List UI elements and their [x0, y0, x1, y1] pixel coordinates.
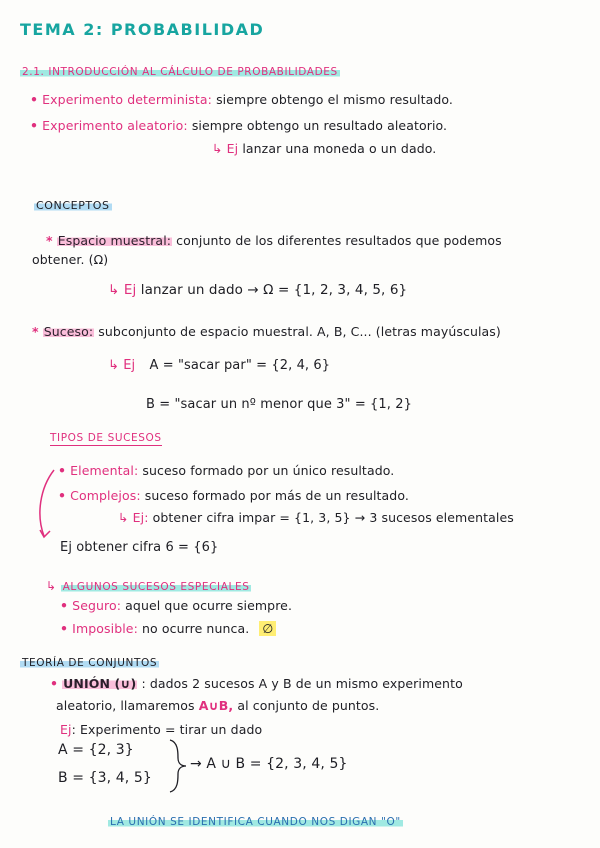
hook-arrow-icon: ↳ — [108, 282, 120, 298]
seguro-label: Seguro: — [72, 598, 122, 613]
espacio-text: conjunto de los diferentes resultados que podemos — [176, 233, 502, 248]
section-heading-text: 2.1. INTRODUCCIÓN AL CÁLCULO DE PROBABILIDADES — [22, 66, 338, 78]
example-label: Ej — [60, 722, 72, 737]
elemental-example: Ej obtener cifra 6 = {6} — [60, 540, 219, 555]
bullet-icon: • — [50, 676, 59, 691]
example-label: Ej: — [132, 510, 149, 525]
suceso-example-b: B = "sacar un nº menor que 3" = {1, 2} — [146, 397, 413, 412]
example-text: lanzar una moneda o un dado. — [242, 141, 437, 156]
ale-label: Experimento aleatorio: — [42, 118, 188, 133]
elemental-text: suceso formado por un único resultado. — [142, 463, 395, 478]
union-text-2a: aleatorio, llamaremos — [56, 698, 195, 713]
example-a-text: A = "sacar par" = {2, 4, 6} — [149, 358, 331, 373]
conjuntos-heading-text: TEORÍA DE CONJUNTOS — [22, 657, 158, 669]
hook-arrow-icon: ↳ — [212, 141, 223, 156]
conceptos-heading-text: CONCEPTOS — [36, 199, 110, 212]
hook-arrow-icon: ↳ — [46, 579, 57, 593]
union-footer-text: LA UNIÓN SE IDENTIFICA CUANDO NOS DIGAN "O" — [110, 816, 401, 828]
bullet-icon: • — [30, 118, 39, 133]
empty-set-symbol: ∅ — [259, 621, 276, 636]
bullet-icon: • — [58, 488, 67, 503]
union-text-2b: A∪B, — [198, 698, 234, 713]
example-text: lanzar un dado → Ω = {1, 2, 3, 4, 5, 6} — [140, 282, 408, 298]
asterisk-icon: * — [32, 324, 39, 339]
example-label: Ej — [123, 358, 136, 373]
ale-text: siempre obtengo un resultado aleatorio. — [191, 118, 448, 133]
set-a: A = {2, 3} — [58, 742, 134, 758]
suceso-label: Suceso: — [43, 324, 94, 339]
suceso-text: subconjunto de espacio muestral. A, B, C... (letras mayúsculas) — [98, 324, 501, 339]
union-footer — [108, 814, 403, 830]
page-title: TEMA 2: PROBABILIDAD — [20, 20, 265, 39]
seguro-text: aquel que ocurre siempre. — [125, 598, 293, 613]
det-text: siempre obtengo el mismo resultado. — [216, 92, 453, 107]
tipos-heading-text: TIPOS DE SUCESOS — [50, 432, 162, 444]
union-label: UNIÓN (∪) — [63, 676, 137, 691]
elemental-label: Elemental: — [70, 463, 139, 478]
example-label: Ej — [226, 141, 239, 156]
espacio-line-2: obtener. (Ω) — [32, 252, 109, 267]
hook-arrow-icon: ↳ — [118, 510, 129, 525]
det-label: Experimento determinista: — [42, 92, 212, 107]
union-text: : dados 2 sucesos A y B de un mismo experimento — [141, 676, 463, 691]
bullet-icon: • — [30, 92, 39, 107]
imposible-text: no ocurre nunca. — [142, 621, 250, 636]
imposible-label: Imposible: — [72, 621, 138, 636]
espacio-label: Espacio muestral: — [57, 233, 172, 248]
bullet-icon: • — [58, 463, 67, 478]
hook-arrow-icon: ↳ — [108, 358, 119, 373]
example-text: : Experimento = tirar un dado — [71, 722, 263, 737]
example-label: Ej — [123, 282, 137, 298]
bullet-icon: • — [60, 621, 69, 636]
complejos-label: Complejos: — [70, 488, 141, 503]
example-text: obtener cifra impar = {1, 3, 5} → 3 sucesos elementales — [152, 510, 514, 525]
set-b: B = {3, 4, 5} — [58, 770, 152, 786]
complejos-text: suceso formado por más de un resultado. — [144, 488, 409, 503]
asterisk-icon: * — [46, 233, 53, 248]
bullet-icon: • — [60, 598, 69, 613]
especiales-heading-text: ALGUNOS SUCESOS ESPECIALES — [62, 581, 250, 593]
union-result: → A ∪ B = {2, 3, 4, 5} — [190, 756, 348, 772]
union-text-2c: al conjunto de puntos. — [237, 698, 380, 713]
